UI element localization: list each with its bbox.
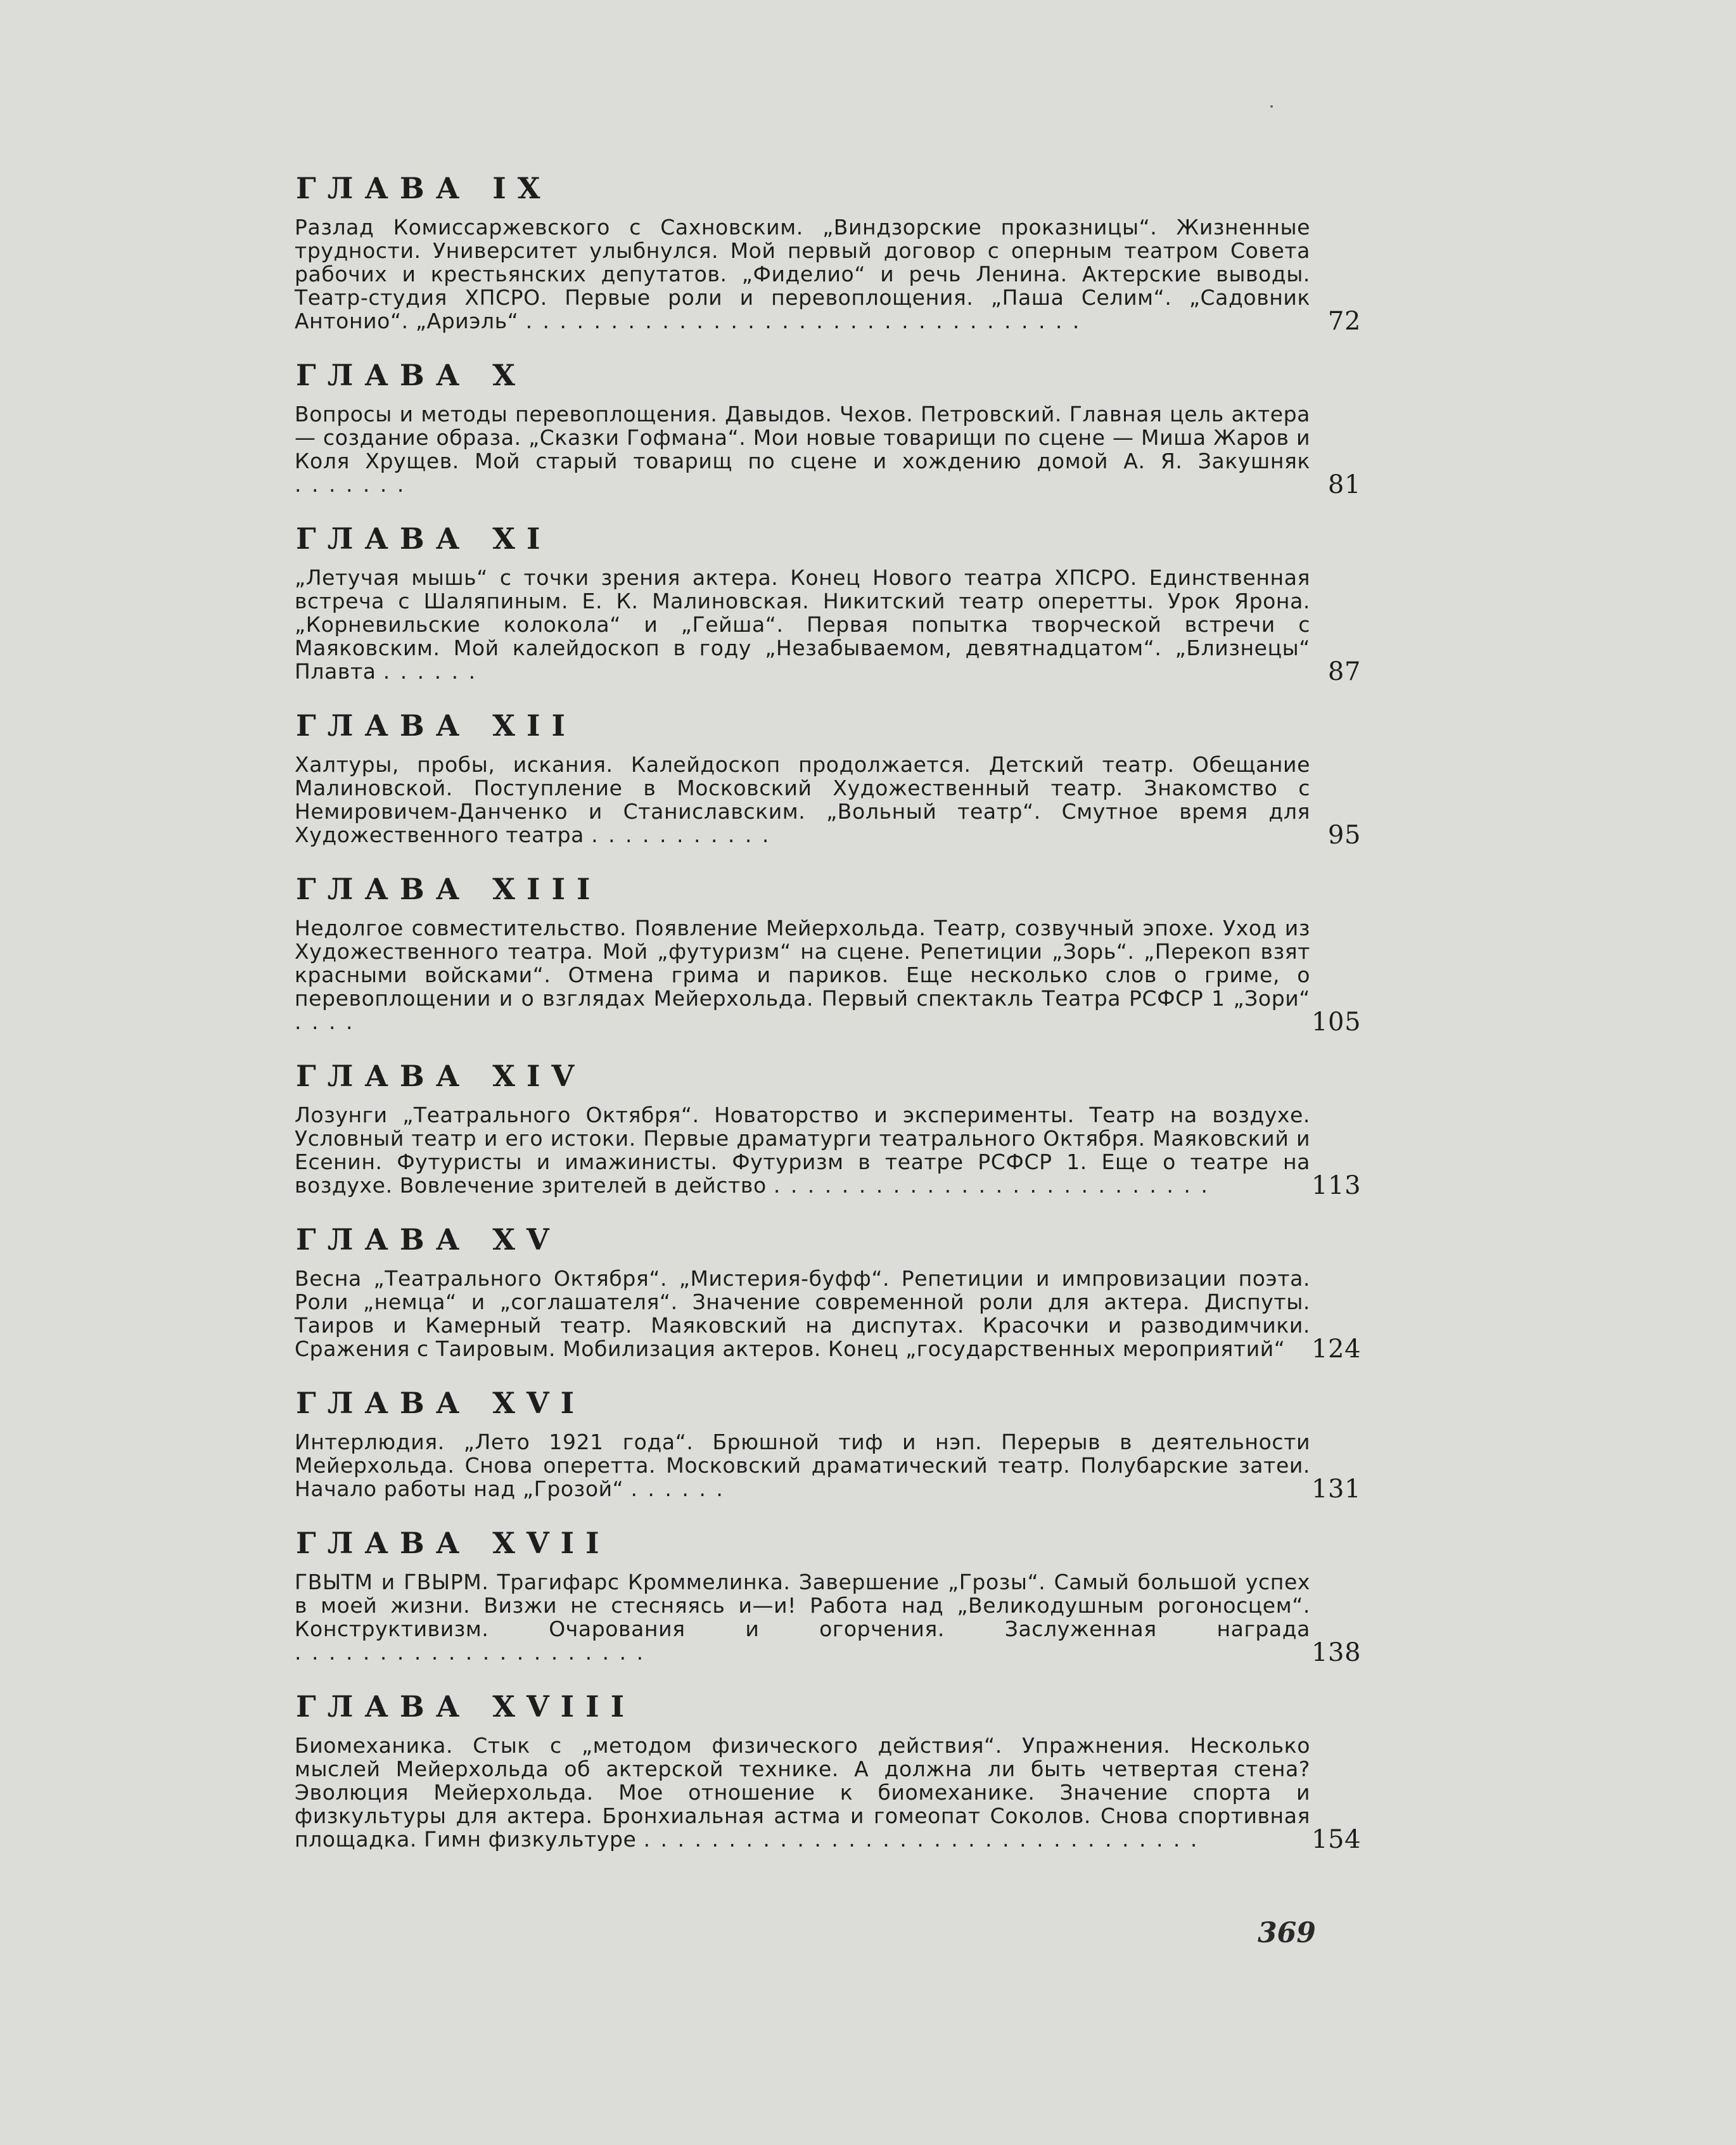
chapter-heading: ГЛАВА XII (296, 708, 577, 743)
chapter-heading: ГЛАВА XVIII (296, 1689, 636, 1724)
page-number: 72 (1327, 307, 1361, 336)
page-folio: 369 (1258, 1917, 1316, 1949)
dot-leader: . . . . . . . (295, 472, 406, 497)
chapter-17 (295, 1526, 1362, 1667)
chapter-11 (295, 522, 1361, 686)
page-number: 113 (1312, 1171, 1362, 1200)
chapter-body (295, 1103, 1362, 1200)
page-number: 105 (1312, 1008, 1362, 1037)
chapter-body (295, 1266, 1362, 1364)
chapter-heading: ГЛАВА XIII (296, 872, 602, 906)
dot-leader: . . . . . . . . . . . . . . . . . . . . . . . . . . . . . . . . . (643, 1827, 1199, 1852)
chapter-summary: Халтуры, пробы, искания. Калейдоскоп продолжается. Детский театр. Обещание Малиновской. Поступление в Московский Художественный театр. Знакомство с Немировичем-Данченко и Станиславским. „Вольный театр“. Смутное время для Художественного театра (295, 752, 1310, 847)
table-of-contents (295, 171, 1362, 1895)
paper-speck (1270, 105, 1273, 108)
chapter-13 (295, 872, 1362, 1037)
chapter-15 (295, 1222, 1362, 1364)
chapter-heading: ГЛАВА X (296, 358, 527, 392)
dot-leader: . . . . . . . . . . . (591, 823, 771, 847)
chapter-summary: ГВЫТМ и ГВЫРМ. Трагифарс Кроммелинка. Завершение „Грозы“. Самый большой успех в моей жизни. Визжи не стесняясь и—и! Работа над „Великодушным рогоносцем“. Конструктивизм. Очарования и огорчения. Заслуженная награда (295, 1570, 1310, 1641)
dot-leader: . . . . (295, 1009, 355, 1034)
chapter-body (295, 1570, 1362, 1667)
chapter-heading: ГЛАВА XIV (296, 1059, 586, 1093)
chapter-summary: Недолгое совместительство. Появление Мейерхольда. Театр, созвучный эпохе. Уход из Художественного театра. Мой „футуризм“ на сцене. Репетиции „Зорь“. „Перекоп взят красными войсками“. Отмена грима и париков. Еще несколько слов о гриме, о перевоплощении и о взглядах Мейерхольда. Первый спектакль Театра РСФСР 1 „Зори“ (295, 916, 1310, 1011)
page-number: 87 (1327, 657, 1361, 686)
dot-leader: . . . . . . . . . . . . . . . . . . . . . . . . . . . . . . . . . (525, 309, 1082, 333)
chapter-body (295, 752, 1361, 850)
dot-leader: . . . . . . . . . . . . . . . . . . . . . . . . . . (773, 1173, 1209, 1198)
chapter-9 (295, 171, 1361, 336)
dot-leader: . . . . . . (383, 659, 478, 684)
chapter-heading: ГЛАВА XVI (296, 1386, 586, 1420)
chapter-body (295, 215, 1361, 336)
chapter-14 (295, 1059, 1362, 1200)
chapter-12 (295, 708, 1361, 850)
chapter-summary: Биомеханика. Стык с „методом физического действия“. Упражнения. Несколько мыслей Мейерхольда об актерской технике. А должна ли быть четвертая стена? Эволюция Мейерхольда. Мое отношение к биомеханике. Значение спорта и физкультуры для актера. Бронхиальная астма и гомеопат Соколов. Снова спортивная площадка. Гимн физкультуре (295, 1733, 1310, 1852)
dot-leader: . . . . . . . . . . . . . . . . . . . . . (295, 1640, 646, 1665)
chapter-summary: Весна „Театрального Октября“. „Мистерия-буфф“. Репетиции и импровизации поэта. Роли „немца“ и „соглашателя“. Значение современной роли для актера. Диспуты. Таиров и Камерный театр. Маяковский на диспутах. Красочки и разводимчики. Сражения с Таировым. Мобилизация актеров. Конец „государственных мероприятий“ (295, 1266, 1310, 1361)
chapter-body (295, 916, 1362, 1037)
chapter-18 (295, 1689, 1362, 1854)
chapter-heading: ГЛАВА XI (296, 522, 552, 556)
chapter-body (295, 1430, 1362, 1504)
chapter-10 (295, 358, 1361, 499)
chapter-heading: ГЛАВА IX (296, 171, 552, 205)
page-number: 131 (1312, 1475, 1362, 1504)
page-number: 81 (1327, 470, 1361, 499)
page-number: 138 (1312, 1638, 1362, 1667)
page-number: 95 (1327, 821, 1361, 850)
page-number: 154 (1312, 1825, 1362, 1854)
chapter-heading: ГЛАВА XV (296, 1222, 561, 1257)
chapter-16 (295, 1386, 1362, 1504)
chapter-summary: Разлад Комиссаржевского с Сахновским. „Виндзорские проказницы“. Жизненные трудности. Университет улыбнулся. Мой первый договор с оперным театром Совета рабочих и крестьянских депутатов. „Фиделио“ и речь Ленина. Актерские выводы. Театр-студия ХПСРО. Первые роли и перевоплощения. „Паша Селим“. „Садовник Антонио“. „Ариэль“ (295, 215, 1310, 333)
chapter-body (295, 565, 1361, 686)
dot-leader: . . . . . . (630, 1476, 725, 1501)
chapter-summary: Вопросы и методы перевоплощения. Давыдов. Чехов. Петровский. Главная цель актера — создание образа. „Сказки Гофмана“. Мои новые товарищи по сцене — Миша Жаров и Коля Хрущев. Мой старый товарищ по сцене и хождению домой А. Я. Закушняк (295, 402, 1310, 473)
page-number: 124 (1312, 1335, 1362, 1364)
chapter-body (295, 1733, 1362, 1854)
chapter-body (295, 402, 1361, 499)
chapter-summary: Лозунги „Театрального Октября“. Новаторство и эксперименты. Театр на воздухе. Условный театр и его истоки. Первые драматурги театрального Октября. Маяковский и Есенин. Футуристы и имажинисты. Футуризм в театре РСФСР 1. Еще о театре на воздухе. Вовлечение зрителей в действо (295, 1103, 1310, 1198)
chapter-heading: ГЛАВА XVII (296, 1526, 611, 1560)
chapter-summary: „Летучая мышь“ с точки зрения актера. Конец Нового театра ХПСРО. Единственная встреча с Шаляпиным. Е. К. Малиновская. Никитский театр оперетты. Урок Ярона. „Корневильские колокола“ и „Гейша“. Первая попытка творческой встречи с Маяковским. Мой калейдоскоп в году „Незабываемом, девятнадцатом“. „Близнецы“ Плавта (295, 565, 1310, 684)
chapter-summary: Интерлюдия. „Лето 1921 года“. Брюшной тиф и нэп. Перерыв в деятельности Мейерхольда. Снова оперетта. Московский драматический театр. Полубарские затеи. Начало работы над „Грозой“ (295, 1430, 1310, 1501)
